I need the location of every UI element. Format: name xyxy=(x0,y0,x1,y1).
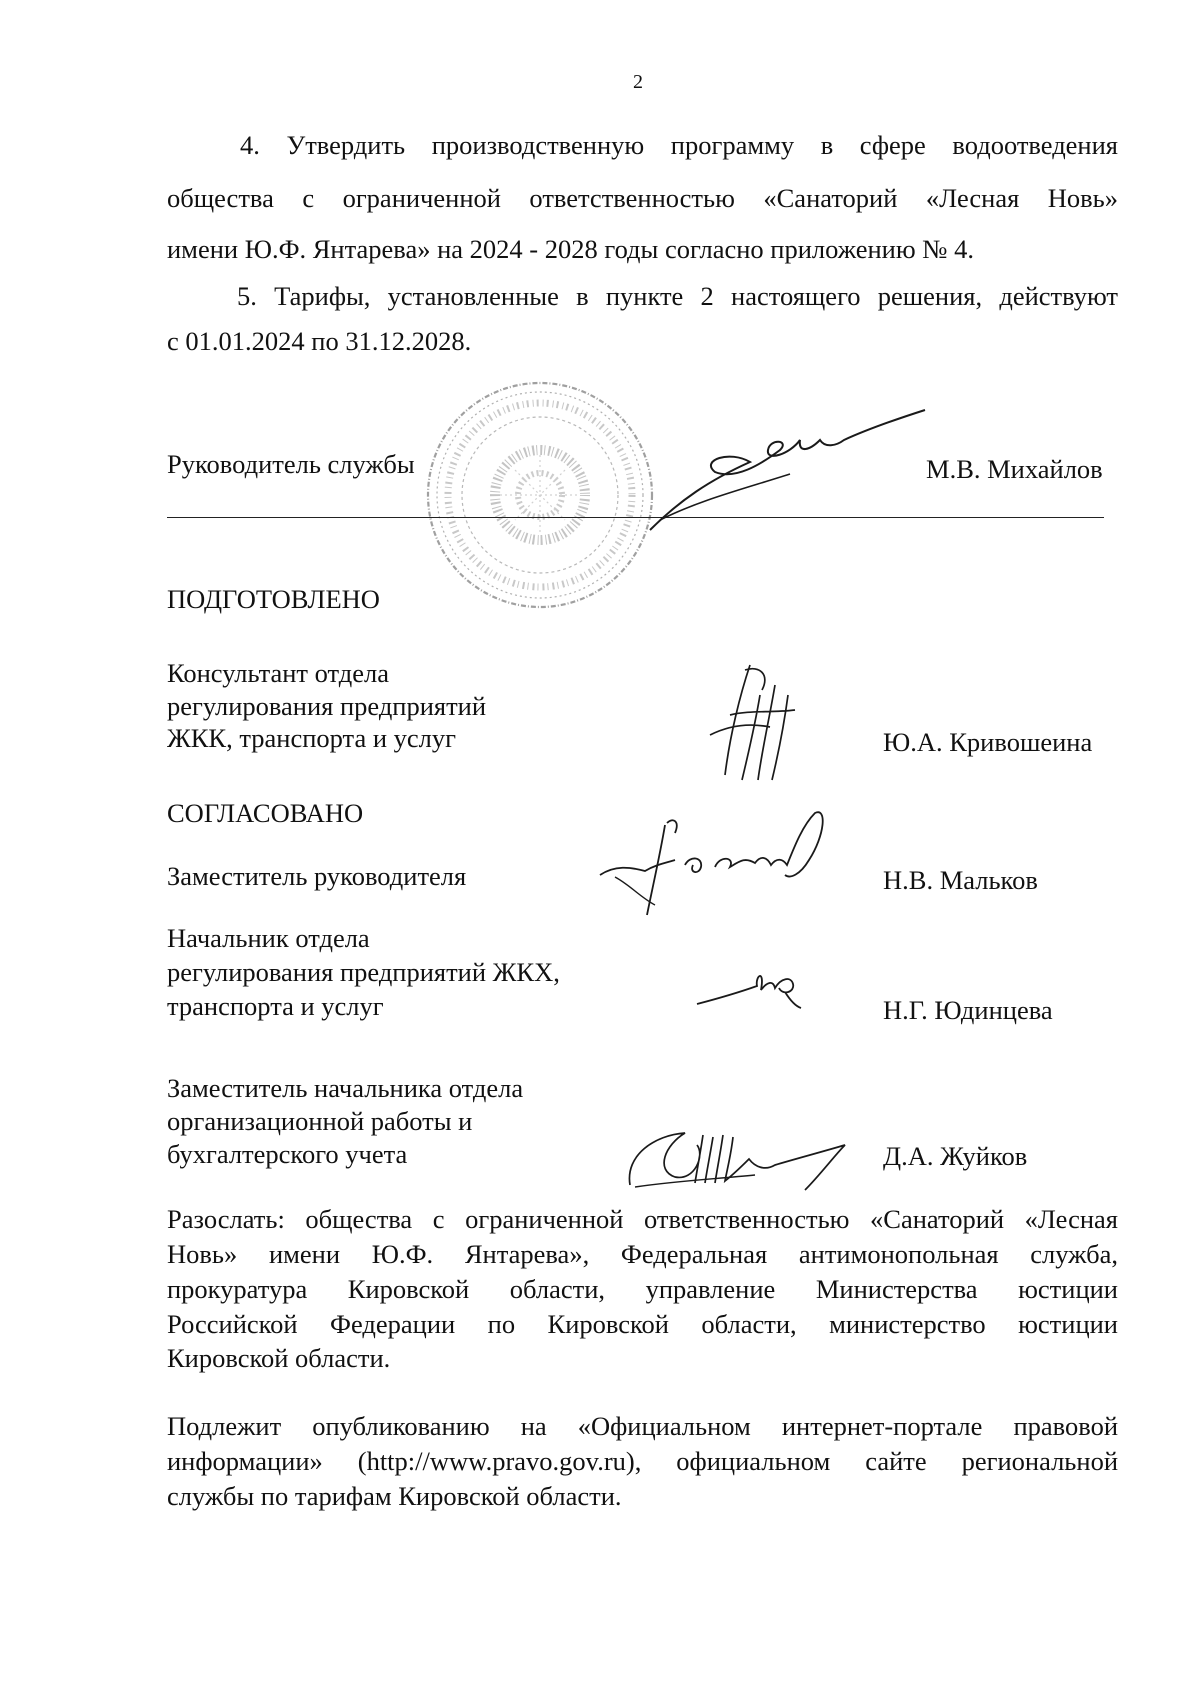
page-number: 2 xyxy=(633,71,643,93)
publication-line-3: службы по тарифам Кировской области. xyxy=(167,1481,622,1511)
prepared-name: Ю.А. Кривошеина xyxy=(883,727,1093,757)
distribution-line-3: прокуратура Кировской области, управление Министерства юстиции xyxy=(167,1274,1118,1304)
distribution-line-5: Кировской области. xyxy=(167,1343,391,1373)
signer-2-position-line-3: транспорта и услуг xyxy=(167,991,384,1021)
prepared-heading: ПОДГОТОВЛЕНО xyxy=(167,584,380,614)
distribution-line-4: Российской Федерации по Кировской области, министерство юстиции xyxy=(167,1309,1118,1339)
prepared-handwritten-signature xyxy=(700,655,810,785)
agreed-heading: СОГЛАСОВАНО xyxy=(167,798,364,828)
signer-1-handwritten-signature xyxy=(595,805,845,925)
prepared-position-line-2: регулирования предприятий xyxy=(167,691,487,721)
signer-3-handwritten-signature xyxy=(625,1115,870,1195)
signature-underline xyxy=(167,517,1104,518)
signer-3-name: Д.А. Жуйков xyxy=(883,1141,1028,1171)
head-handwritten-signature xyxy=(640,410,930,540)
signer-3-position-line-2: организационной работы и xyxy=(167,1106,473,1136)
signer-2-position-line-2: регулирования предприятий ЖКХ, xyxy=(167,957,560,987)
paragraph-4-line-2: общества с ограниченной ответственностью «Санаторий «Лесная Новь» xyxy=(167,183,1118,213)
publication-line-1: Подлежит опубликованию на «Официальном интернет-портале правовой xyxy=(167,1411,1118,1441)
prepared-position-line-1: Консультант отдела xyxy=(167,658,390,688)
signer-3-position-line-3: бухгалтерского учета xyxy=(167,1139,408,1169)
head-name: М.В. Михайлов xyxy=(926,454,1103,484)
signer-2-position-line-1: Начальник отдела xyxy=(167,923,370,953)
head-position: Руководитель службы xyxy=(167,449,415,479)
publication-line-2: информации» (http://www.pravo.gov.ru), официальном сайте региональной xyxy=(167,1446,1118,1476)
signer-1-name: Н.В. Мальков xyxy=(883,865,1038,895)
distribution-line-2: Новь» имени Ю.Ф. Янтарева», Федеральная антимонопольная служба, xyxy=(167,1239,1118,1269)
signer-2-handwritten-signature xyxy=(695,962,815,1012)
distribution-line-1: Разослать: общества с ограниченной ответственностью «Санаторий «Лесная xyxy=(167,1204,1118,1234)
signer-3-position-line-1: Заместитель начальника отдела xyxy=(167,1073,524,1103)
official-seal-stamp xyxy=(420,375,660,615)
paragraph-5-line-1: 5. Тарифы, установленные в пункте 2 настоящего решения, действуют xyxy=(237,281,1118,311)
prepared-position-line-3: ЖКК, транспорта и услуг xyxy=(167,723,456,753)
signer-2-name: Н.Г. Юдинцева xyxy=(883,995,1053,1025)
paragraph-5-line-2: с 01.01.2024 по 31.12.2028. xyxy=(167,326,472,356)
paragraph-4-line-3: имени Ю.Ф. Янтарева» на 2024 - 2028 годы согласно приложению № 4. xyxy=(167,234,975,264)
paragraph-4-line-1: 4. Утвердить производственную программу в сфере водоотведения xyxy=(240,130,1118,160)
signer-1-position-line-1: Заместитель руководителя xyxy=(167,861,467,891)
